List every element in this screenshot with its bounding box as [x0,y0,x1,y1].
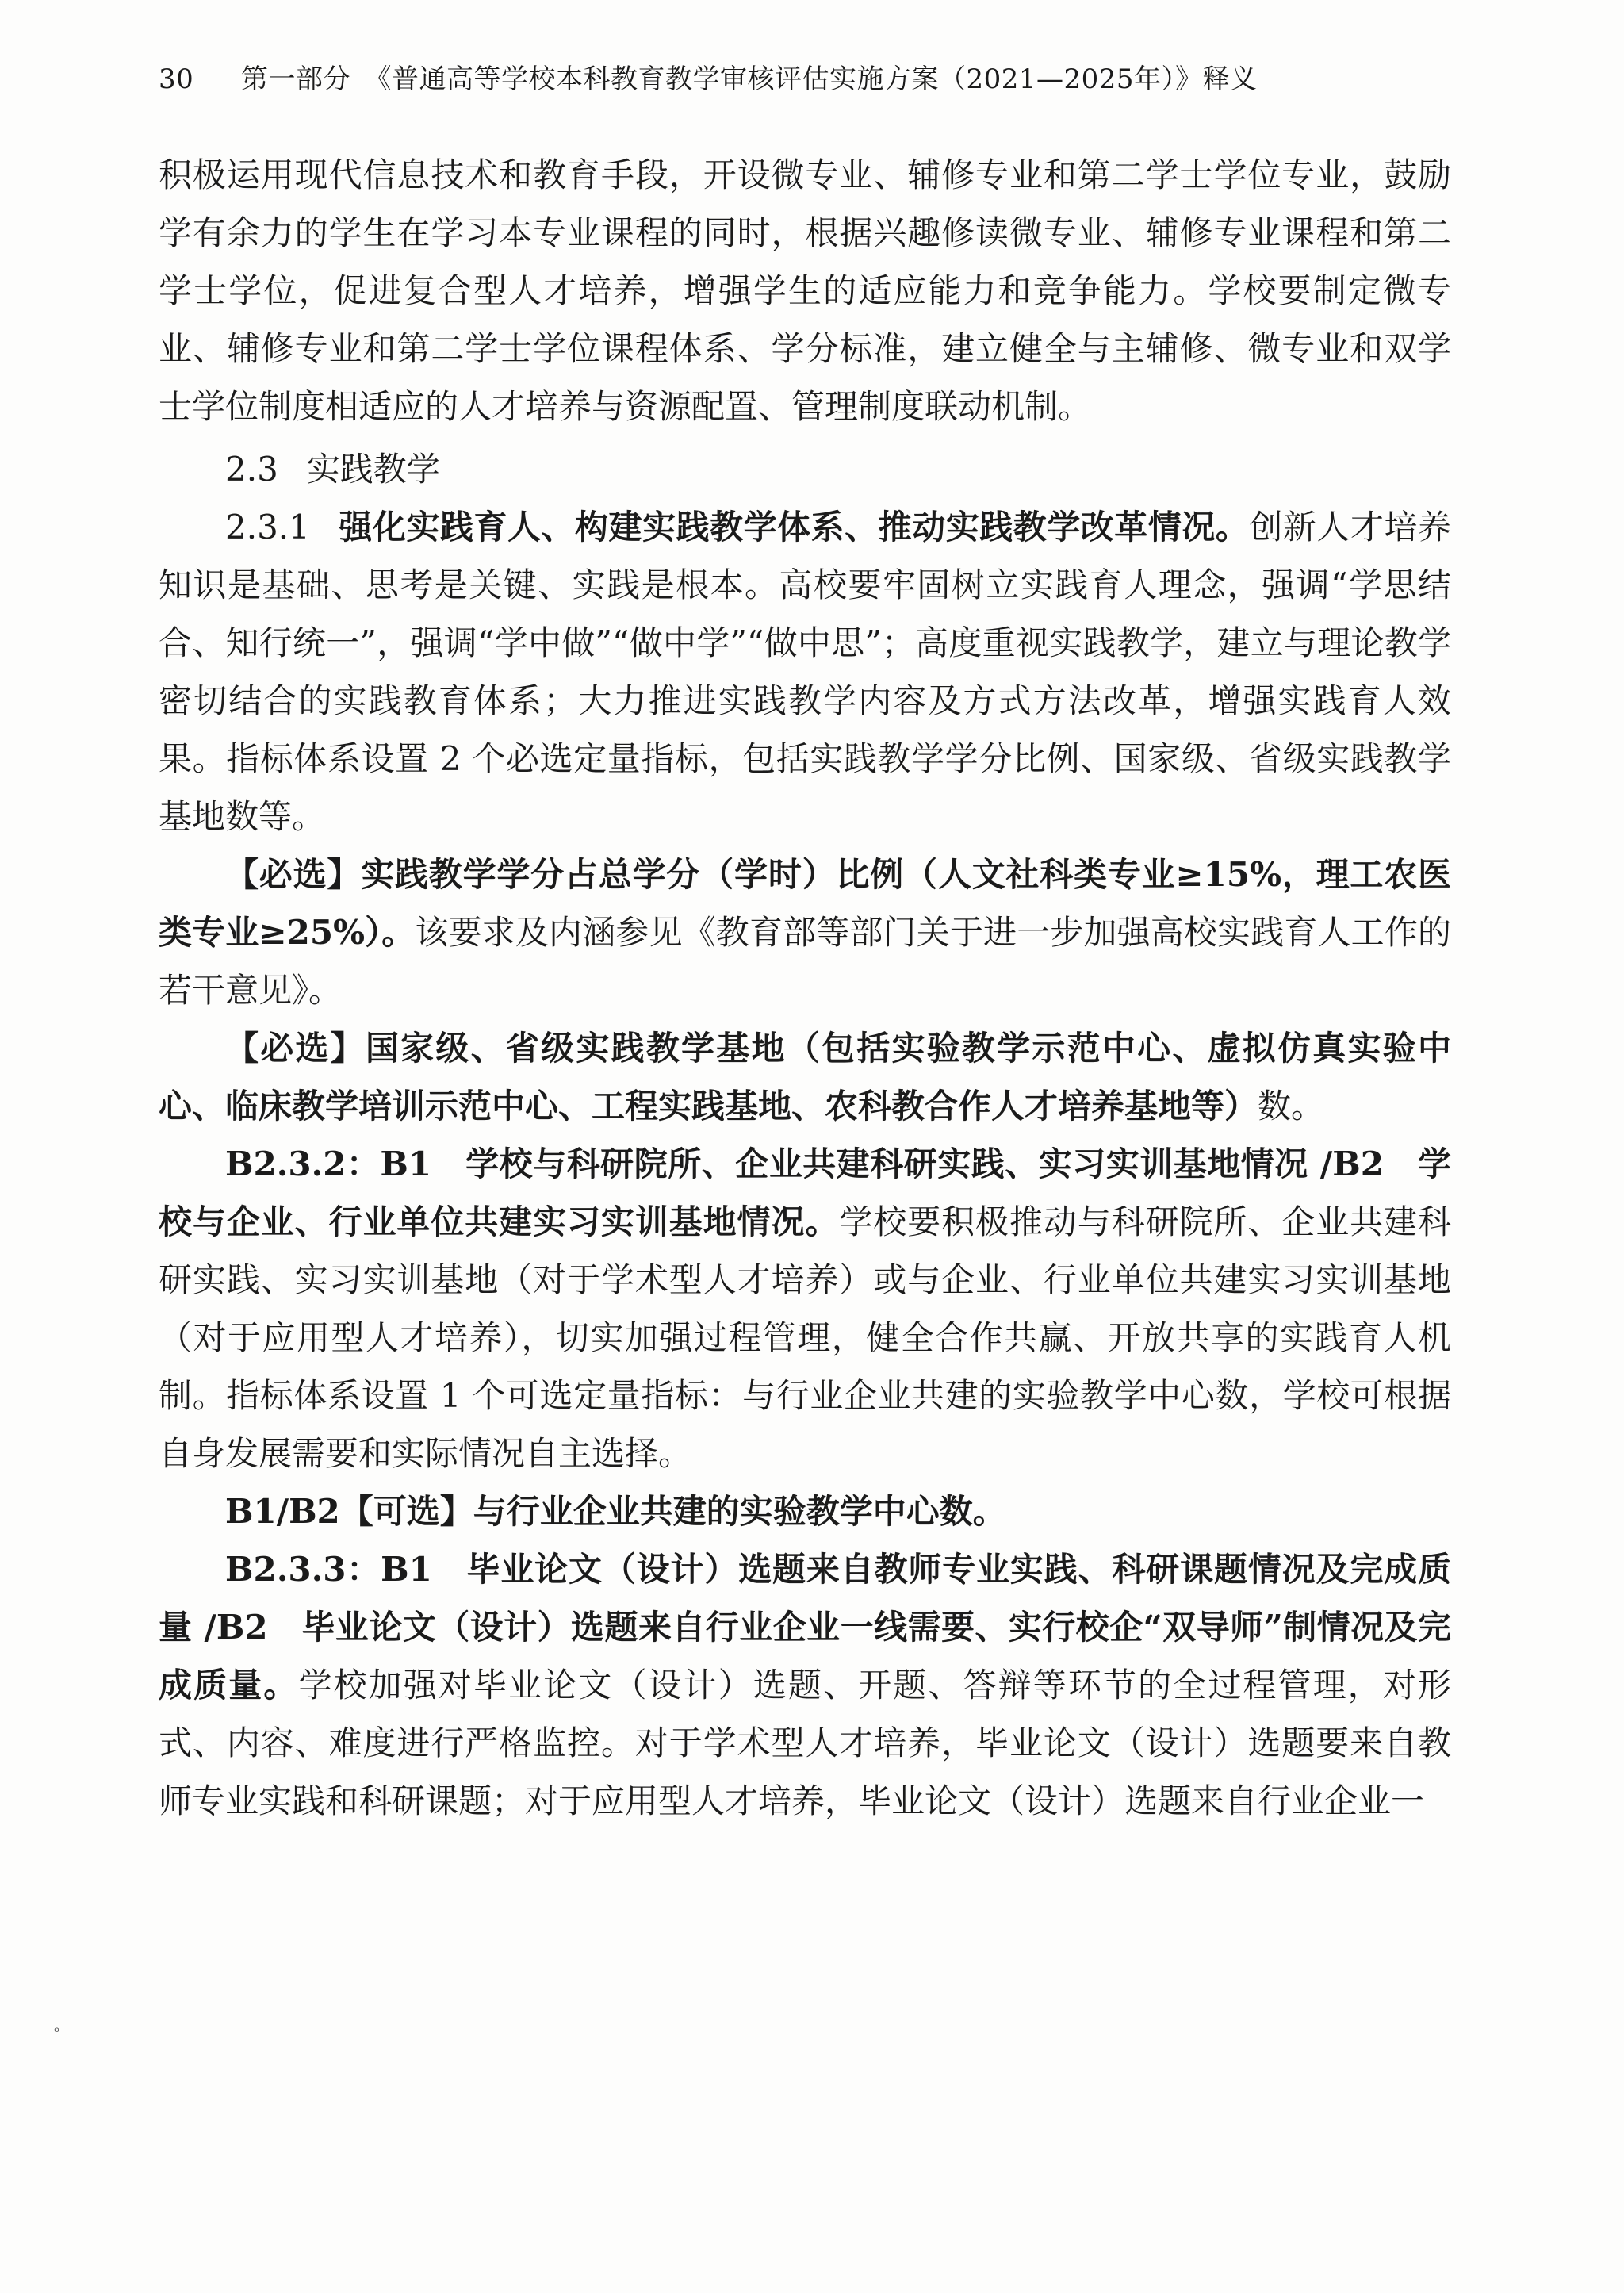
paragraph-2-3-1 [159,498,1451,845]
subsection-title: B2.3.2：B1 学校与科研院所、企业共建科研实践、实习实训基地情况 /B2 学校与企业、行业单位共建实习实训基地情况。 [159,1145,1451,1241]
paragraph-required-1 [159,845,1451,1019]
scan-speck: ₒ [54,2019,60,2036]
required-indicator: 【必选】实践教学学分占总学分（学时）比例（人文社科类专业≥15%，理工农医类专业≥25%）。 [159,855,1451,952]
paragraph-optional-1 [159,1482,1451,1540]
section-heading-2-3 [159,440,1451,498]
subsection-number: 2.3.1 [225,508,310,546]
paragraph-required-2 [159,1019,1451,1135]
section-number: 2.3 [225,450,278,489]
page-number: 30 [159,63,194,95]
paragraph-b2-3-3 [159,1540,1451,1830]
paragraph-text: 学校加强对毕业论文（设计）选题、开题、答辩等环节的全过程管理，对形式、内容、难度进行严格监控。对于学术型人才培养，毕业论文（设计）选题要来自教师专业实践和科研课题；对于应用型人才培养，毕业论文（设计）选题来自行业企业一 [159,1666,1451,1820]
subsection-title: 强化实践育人、构建实践教学体系、推动实践教学改革情况。 [338,508,1250,546]
required-indicator: 【必选】国家级、省级实践教学基地（包括实验教学示范中心、虚拟仿真实验中心、临床教学培训示范中心、工程实践基地、农科教合作人才培养基地等） [159,1029,1451,1125]
paragraph-text: 创新人才培养知识是基础、思考是关键、实践是根本。高校要牢固树立实践育人理念，强调“学思结合、知行统一”，强调“学中做”“做中学”“做中思”；高度重视实践教学，建立与理论教学密切结合的实践教育体系；大力推进实践教学内容及方式方法改革，增强实践育人效果。指标体系设置 2 个必选定量指标，包括实践教学学分比例、国家级、省级实践教学基地数等。 [159,508,1451,836]
running-header [159,62,1258,97]
subsection-title: B2.3.3：B1 毕业论文（设计）选题来自教师专业实践、科研课题情况及完成质量 /B2 毕业论文（设计）选题来自行业企业一线需要、实行校企“双导师”制情况及完成质量。 [159,1550,1451,1704]
paragraph-text: 积极运用现代信息技术和教育手段，开设微专业、辅修专业和第二学士学位专业，鼓励学有余力的学生在学习本专业课程的同时，根据兴趣修读微专业、辅修专业课程和第二学士学位，促进复合型人才培养，增强学生的适应能力和竞争能力。学校要制定微专业、辅修专业和第二学士学位课程体系、学分标准，建立健全与主辅修、微专业和双学士学位制度相适应的人才培养与资源配置、管理制度联动机制。 [159,155,1451,426]
paragraph-continuation [159,146,1451,435]
running-title: 第一部分 《普通高等学校本科教育教学审核评估实施方案（2021—2025年）》释义 [241,63,1258,95]
optional-indicator: B1/B2【可选】与行业企业共建的实验教学中心数。 [225,1492,1006,1531]
paragraph-text: 学校要积极推动与科研院所、企业共建科研实践、实习实训基地（对于学术型人才培养）或与企业、行业单位共建实习实训基地（对于应用型人才培养），切实加强过程管理，健全合作共赢、开放共享的实践育人机制。指标体系设置 1 个可选定量指标：与行业企业共建的实验教学中心数，学校可根据自身发展需要和实际情况自主选择。 [159,1202,1451,1473]
section-title: 实践教学 [306,450,440,489]
paragraph-text: 该要求及内涵参见《教育部等部门关于进一步加强高校实践育人工作的若干意见》。 [159,913,1451,1010]
body-text [159,146,1451,1830]
paragraph-b2-3-2 [159,1135,1451,1482]
paragraph-text: 数。 [1258,1087,1325,1125]
